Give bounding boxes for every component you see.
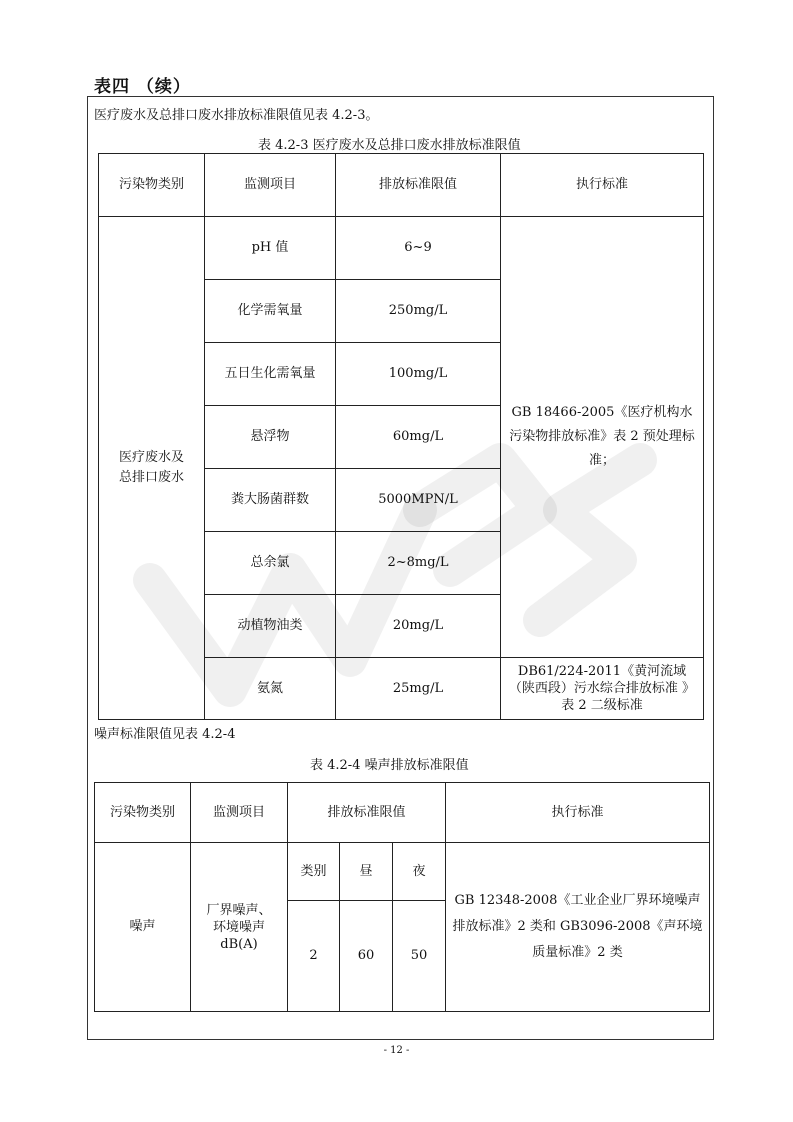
section-heading: 表四 （续） [94,77,191,97]
limit-cell: 6~9 [336,217,501,280]
sub-header-cell: 类别 [288,843,340,901]
category-cell: 医疗废水及总排口废水 [99,217,205,720]
header-cell: 排放标准限值 [336,154,501,217]
item-cell: 五日生化需氧量 [205,343,336,406]
table-row [95,843,710,901]
sub-header-cell: 昼 [340,843,393,901]
noise-intro: 噪声标准限值见表 4.2-4 [94,727,236,742]
item-cell: 动植物油类 [205,595,336,658]
item-cell: 总余氯 [205,532,336,595]
noise-standards-table [94,782,710,1012]
table1-caption: 表 4.2-3 医疗废水及总排口废水排放标准限值 [258,138,521,153]
limit-cell: 5000MPN/L [336,469,501,532]
limit-cell: 25mg/L [336,658,501,720]
value-cell: 2 [288,901,340,1012]
value-cell: 50 [393,901,446,1012]
category-cell: 噪声 [95,843,191,1012]
limit-cell: 2~8mg/L [336,532,501,595]
limit-cell: 20mg/L [336,595,501,658]
table-row [99,217,704,280]
limit-cell: 100mg/L [336,343,501,406]
header-cell: 污染物类别 [95,783,191,843]
item-cell: 化学需氧量 [205,280,336,343]
limit-cell: 60mg/L [336,406,501,469]
header-cell: 监测项目 [205,154,336,217]
header-cell: 执行标准 [501,154,704,217]
item-cell: 氨氮 [205,658,336,720]
value-cell: 60 [340,901,393,1012]
standard-cell: GB 18466-2005《医疗机构水污染物排放标准》表 2 预处理标准； [501,217,704,658]
header-cell: 监测项目 [191,783,288,843]
table2-caption: 表 4.2-4 噪声排放标准限值 [310,758,469,773]
item-cell: 粪大肠菌群数 [205,469,336,532]
item-cell: 厂界噪声、环境噪声 dB(A) [191,843,288,1012]
intro-text: 医疗废水及总排口废水排放标准限值见表 4.2-3。 [94,108,379,123]
header-cell: 污染物类别 [99,154,205,217]
sub-header-cell: 夜 [393,843,446,901]
standard-cell: DB61/224-2011《黄河流域（陕西段）污水综合排放标准 》表 2 二级标准 [501,658,704,720]
header-cell: 执行标准 [446,783,710,843]
limit-cell: 250mg/L [336,280,501,343]
wastewater-standards-table [98,153,704,720]
standard-cell: GB 12348-2008《工业企业厂界环境噪声排放标准》2 类和 GB3096-2008《声环境质量标准》2 类 [446,843,710,1012]
page-number: - 12 - [383,1045,410,1056]
item-cell: 悬浮物 [205,406,336,469]
item-cell: pH 值 [205,217,336,280]
header-cell: 排放标准限值 [288,783,446,843]
